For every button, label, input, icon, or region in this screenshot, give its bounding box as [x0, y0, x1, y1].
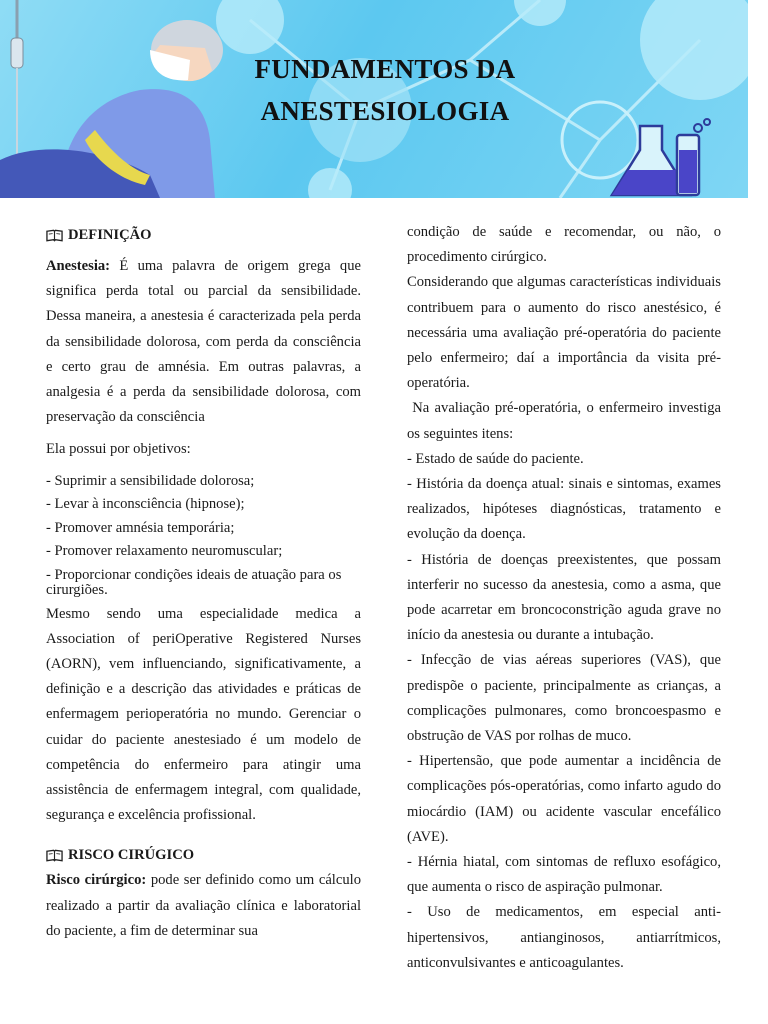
paragraph: - Uso de medicamentos, em especial anti-hipertensivos, antianginosos, antiarrítmicos, anticonvulsivantes e anticoagulantes. [407, 904, 721, 971]
header-banner [0, 0, 748, 198]
title-line-1: FUNDAMENTOS DA [254, 54, 516, 84]
list-item: - Suprimir a sensibilidade dolorosa; [46, 472, 255, 489]
definition-heading [46, 222, 361, 248]
risk-heading [46, 842, 361, 868]
risk-text: pode ser definido como um cálculo realizado a partir da avaliação clínica e laboratorial do paciente, a fim de determinar sua [46, 872, 361, 939]
list-item: - Promover amnésia temporária; [46, 519, 235, 536]
risk-paragraph [46, 868, 361, 944]
open-book-icon [46, 849, 63, 862]
anestesia-text: É uma palavra de origem grega que significa perda total ou parcial da sensibilidade. Dessa maneira, a anestesia é caracterizada pela perda da sensibilidade dolorosa, com perda da consciência e certo grau de amnésia. Em outras palavras, a analgesia é a perda da sensibilidade dolorosa, com preservação da consciência [46, 258, 361, 426]
title-line-2: ANESTESIOLOGIA [260, 96, 510, 126]
paragraph: - Infecção de vias aéreas superiores (VAS), que predispõe o paciente, principalmente as crianças, a complicações pulmonares, como broncoespasmo e obstrução de VAS por rolhas de muco. [407, 652, 721, 745]
list-item: - Promover relaxamento neuromuscular; [46, 543, 283, 560]
anestesia-paragraph [46, 254, 361, 430]
objectives-intro: Ela possui por objetivos: [46, 441, 191, 458]
risk-heading-text: RISCO CIRÚGICO [68, 847, 195, 864]
risk-term: Risco cirúrgico: [46, 872, 147, 889]
open-book-icon [46, 229, 63, 242]
paragraph: - História da doença atual: sinais e sintomas, exames realizados, hipóteses diagnósticas, tratamento e evolução da doença. [407, 476, 721, 543]
paragraph: Considerando que algumas características individuais contribuem para o aumento do risco anestésico, é necessária uma avaliação pré-operatória do paciente pelo enfermeiro; daí a importância da visita pré-operatória. [407, 274, 721, 392]
page-title [195, 48, 575, 132]
paragraph: - História de doenças preexistentes, que possam interferir no sucesso da anestesia, como a asma, que pode acarretar em broncoconstrição aguda grave no início da anestesia ou durante a intubação. [407, 551, 721, 644]
aorn-paragraph: Mesmo sendo uma especialidade medica a Association of periOperative Registered Nurses (AORN), vem influenciando, significativamente, a definição e a descrição das atividades e práticas de enfermagem perioperatória no mundo. Gerenciar o cuidar do paciente anestesiado é um modelo de competência do enfermeiro para atingir uma assistência de enfermagem integral, com qualidade, segurança e excelência profissional. [46, 605, 361, 824]
objectives-list [46, 470, 361, 602]
paragraph: - Estado de saúde do paciente. [407, 450, 584, 467]
paragraph: condição de saúde e recomendar, ou não, o procedimento cirúrgico. [407, 224, 721, 266]
paragraph: - Hérnia hiatal, com sintomas de refluxo esofágico, que aumenta o risco de aspiração pulmonar. [407, 854, 721, 896]
definition-heading-text: DEFINIÇÃO [68, 227, 152, 243]
anestesia-term: Anestesia: [46, 258, 111, 274]
list-item: - Levar à inconsciência (hipnose); [46, 496, 245, 513]
left-column [46, 222, 361, 944]
paragraph: Na avaliação pré-operatória, o enfermeiro investiga os seguintes itens: [407, 400, 725, 442]
list-item: - Proporcionar condições ideais de atuação para os cirurgiões. [46, 566, 342, 598]
right-column [407, 220, 725, 976]
paragraph: - Hipertensão, que pode aumentar a incidência de complicações pós-operatórias, como infarto agudo do miocárdio (IAM) ou acidente vascular encefálico (AVE). [407, 753, 721, 845]
